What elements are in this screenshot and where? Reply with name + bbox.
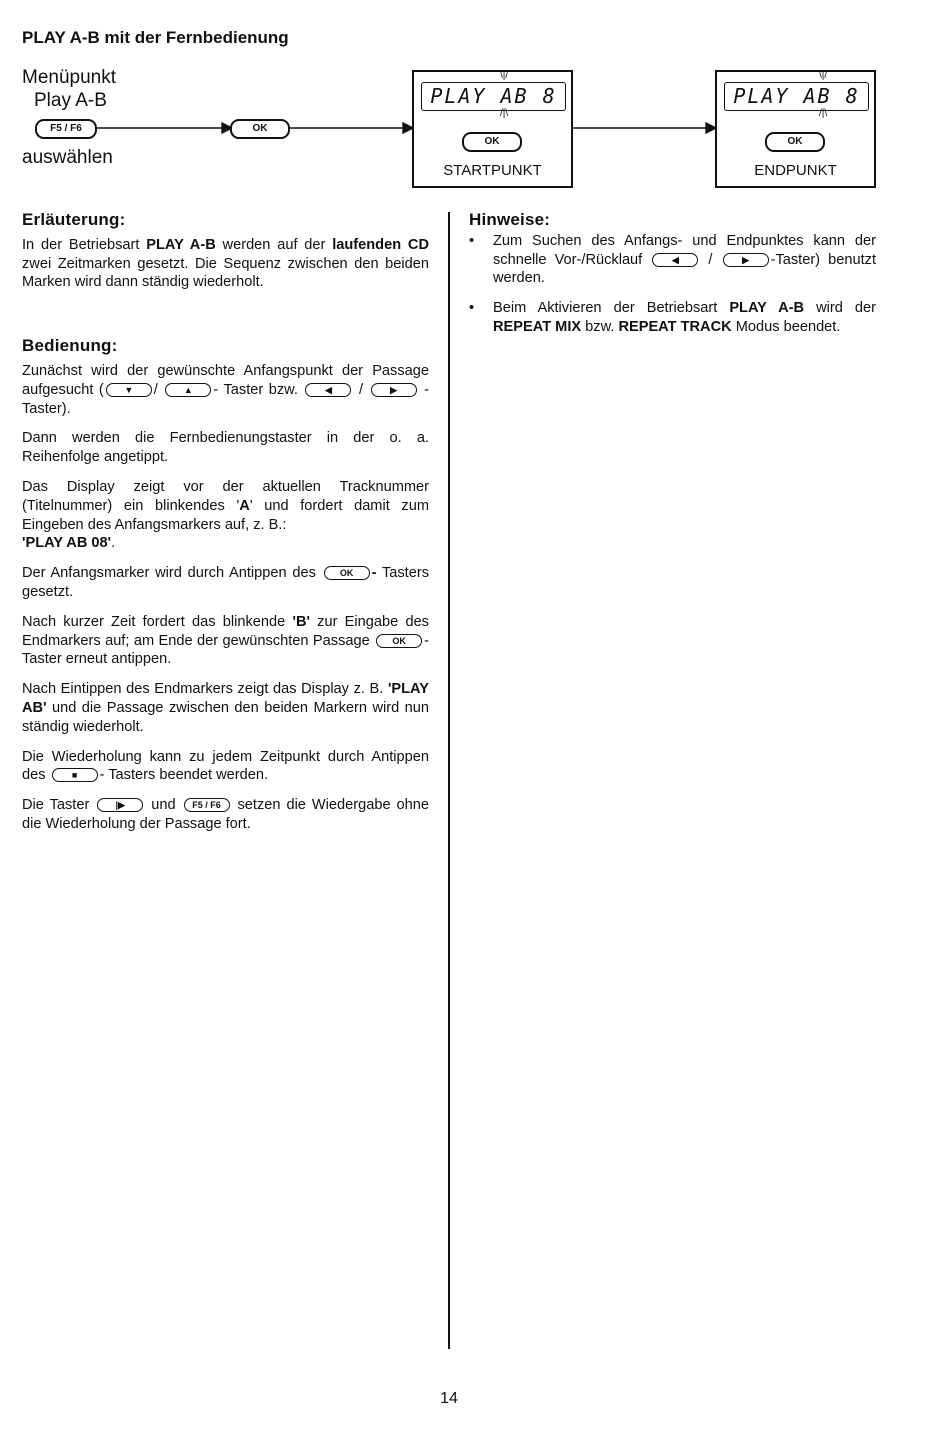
lcd-display: PLAY AB 8 bbox=[724, 82, 869, 111]
ok-key-icon: OK bbox=[376, 634, 422, 648]
menu-label-line1: Menüpunkt bbox=[22, 67, 117, 88]
explanation-heading: Erläuterung: bbox=[22, 210, 126, 229]
rewind-key-icon: ◀ bbox=[652, 253, 698, 267]
stop-key-icon: ■ bbox=[52, 768, 98, 782]
startpoint-caption: STARTPUNKT bbox=[443, 162, 542, 179]
operation-step-1: Zunächst wird der gewünschte Anfangspunkt der Passage aufgesucht ( ▼ / ▲ - Taster bzw. ◀ / ▶ -Taster). bbox=[22, 362, 430, 417]
endpoint-caption: ENDPUNKT bbox=[754, 162, 837, 179]
list-item: • Zum Suchen des Anfangs- und Endpunktes kann der schnelle Vor-/Rücklauf ◀ / ▶ -Taster) benutzt werden. bbox=[469, 232, 876, 288]
explanation-text: In der Betriebsart PLAY A-B werden auf der laufenden CD zwei Zeitmarken gesetzt. Die Sequenz zwischen den beiden Marken wird dann ständig wiederholt. bbox=[22, 236, 429, 291]
ok-key: OK bbox=[765, 132, 825, 152]
play-key-icon: |▶ bbox=[97, 798, 143, 812]
ok-key: OK bbox=[230, 119, 290, 139]
f5-f6-key-icon: F5 / F6 bbox=[184, 798, 230, 812]
list-item: • Beim Aktivieren der Betriebsart PLAY A-B wird der REPEAT MIX bzw. REPEAT TRACK Modus beendet. bbox=[469, 299, 876, 337]
rewind-key-icon: ◀ bbox=[305, 383, 351, 397]
forward-key-icon: ▶ bbox=[371, 383, 417, 397]
display-endpoint bbox=[715, 70, 876, 188]
page-number: 14 bbox=[440, 1390, 458, 1407]
column-divider bbox=[448, 212, 450, 1349]
menu-label-line2: Play A-B bbox=[34, 90, 107, 111]
ok-key: OK bbox=[462, 132, 522, 152]
up-key-icon: ▲ bbox=[165, 383, 211, 397]
notes-heading: Hinweise: bbox=[469, 210, 551, 229]
down-key-icon: ▼ bbox=[106, 383, 152, 397]
operation-step-4: Der Anfangsmarker wird durch Antippen des OK - Tasters gesetzt. bbox=[22, 565, 429, 600]
f5-f6-key: F5 / F6 bbox=[35, 119, 97, 139]
operation-step-6: Nach Eintippen des Endmarkers zeigt das Display z. B. 'PLAY AB' und die Passage zwischen den beiden Markern wird nun ständig wiederholt. bbox=[22, 681, 429, 735]
blink-rays-top-icon: \|/ bbox=[819, 70, 828, 81]
notes-list bbox=[469, 232, 876, 337]
select-label: auswählen bbox=[22, 147, 113, 168]
left-column bbox=[22, 211, 429, 845]
operation-heading: Bedienung: bbox=[22, 336, 118, 356]
operation-step-2: Dann werden die Fernbedienungstaster in der o. a. Reihenfolge angetippt. bbox=[22, 430, 429, 466]
forward-key-icon: ▶ bbox=[723, 253, 769, 267]
page-title: PLAY A-B mit der Fernbedienung bbox=[22, 28, 289, 47]
blink-rays-bottom-icon: /|\ bbox=[500, 108, 509, 119]
lcd-display: PLAY AB 8 bbox=[421, 82, 566, 111]
right-column bbox=[469, 211, 876, 348]
operation-step-3: Das Display zeigt vor der aktuellen Tracknummer (Titelnummer) ein blinkendes 'A' und fordert damit zum Eingeben des Anfangsmarkers auf, z. B.: 'PLAY AB 08'. bbox=[22, 478, 429, 552]
ok-key-icon: OK bbox=[324, 566, 370, 580]
operation-step-7: Die Wiederholung kann zu jedem Zeitpunkt durch Antippen des ■ - Tasters beendet werden. bbox=[22, 748, 429, 784]
display-startpoint bbox=[412, 70, 573, 188]
blink-rays-bottom-icon: /|\ bbox=[819, 108, 828, 119]
operation-step-8: Die Taster |▶ und F5 / F6 setzen die Wiedergabe ohne die Wiederholung der Passage fort. bbox=[22, 797, 429, 832]
blink-rays-top-icon: \|/ bbox=[500, 70, 509, 81]
operation-step-5: Nach kurzer Zeit fordert das blinkende 'B' zur Eingabe des Endmarkers auf; am Ende der gewünschten Passage OK - Taster erneut antippen. bbox=[22, 613, 429, 668]
